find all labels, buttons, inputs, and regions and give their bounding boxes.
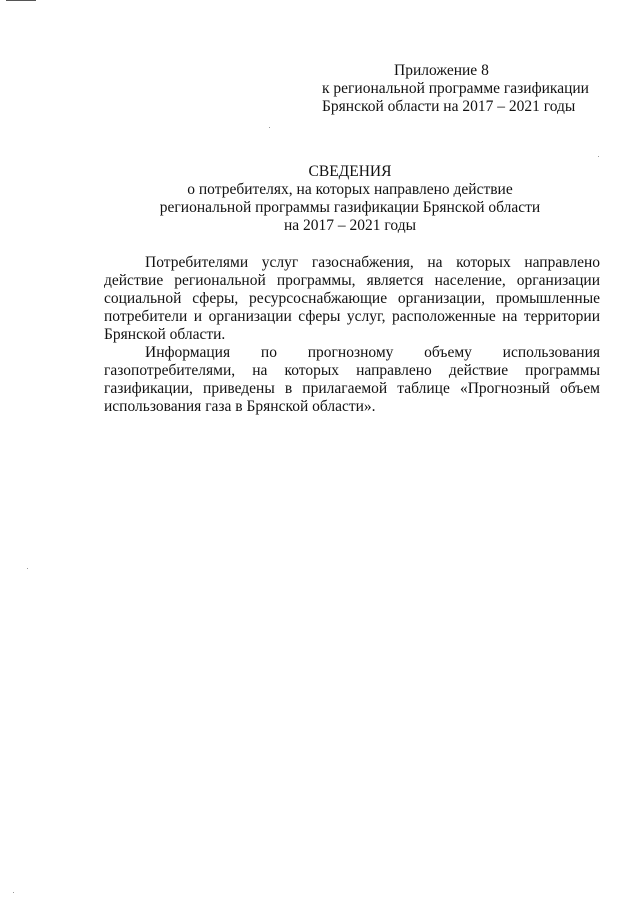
appendix-region-years: Брянской области на 2017 – 2021 годы — [322, 98, 576, 115]
scan-corner-mark — [6, 0, 36, 4]
paragraph-gas-forecast: Информация по прогнозному объему использования газопотребителями, на которых направлено действие программы газификации, приведены в прилагаемой таблице «Прогнозный объем использования газа в Брянской области». — [104, 344, 600, 415]
document-title — [100, 163, 600, 235]
document-body — [104, 254, 600, 416]
title-subtitle-line-2: региональной программы газификации Брянской области — [159, 199, 541, 216]
title-heading: СВЕДЕНИЯ — [308, 163, 392, 180]
appendix-program-reference: к региональной программе газификации — [322, 80, 589, 97]
scan-speck — [598, 156, 599, 157]
scan-speck — [27, 568, 28, 569]
scan-speck — [269, 127, 270, 128]
appendix-number: Приложение 8 — [394, 62, 489, 79]
scan-speck — [13, 892, 14, 893]
title-subtitle-line-1: о потребителях, на которых направлено действие — [187, 181, 513, 198]
paragraph-consumers: Потребителями услуг газоснабжения, на которых направлено действие региональной программы, является население, организации социальной сферы, ресурсоснабжающие организации, промышленные потребители и организации сферы услуг, расположенные на территории Брянской области. — [104, 254, 600, 343]
title-subtitle-line-3: на 2017 – 2021 годы — [284, 217, 416, 234]
appendix-header — [322, 62, 612, 116]
